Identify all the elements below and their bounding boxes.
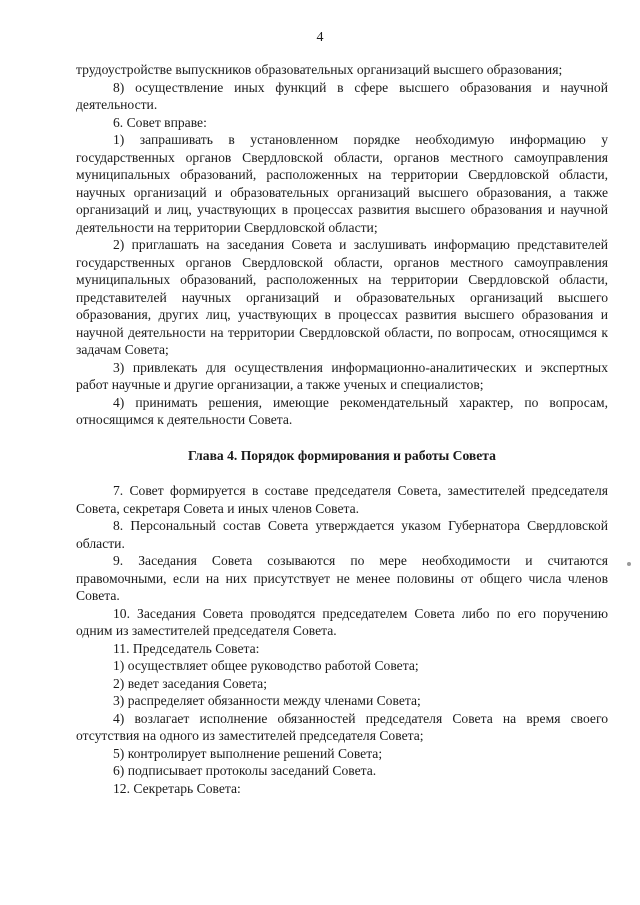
paragraph: 1) осуществляет общее руководство работой Совета; [113, 658, 419, 673]
paragraph: 7. Совет формируется в составе председателя Совета, заместителей председателя Совета, секретаря Совета и иных членов Совета. [76, 483, 608, 516]
paragraph: 6) подписывает протоколы заседаний Совета. [113, 763, 377, 778]
paragraph: 2) ведет заседания Совета; [113, 675, 267, 691]
section-council-rights [76, 61, 608, 429]
paragraph: 1) запрашивать в установленном порядке необходимую информацию у государственных органов Свердловской области, органов местного самоуправления муниципальных образований, расположенных на территории Свердловской области, научных организаций и образовательных организаций высшего образования, а также организаций и лиц, участвующих в процессах развития высшего образования и научной деятельности на территории Свердловской области; [76, 132, 608, 235]
page-number: 4 [316, 30, 324, 45]
paragraph: 2) приглашать на заседания Совета и заслушивать информацию представителей государственных органов Свердловской области, органов местного самоуправления муниципальных образований, расположенных на территории Свердловской области, представителей научных организаций и образовательных организаций высшего образования, других лиц, участвующих в процессах развития высшего образования и научной деятельности на территории Свердловской области, по вопросам, относящимся к задачам Совета; [76, 237, 608, 357]
paragraph: 6. Совет вправе: [113, 114, 207, 130]
paragraph: 12. Секретарь Совета: [113, 780, 241, 796]
paragraph: трудоустройстве выпускников образовательных организаций высшего образования; [76, 62, 563, 77]
paragraph: 9. Заседания Совета созываются по мере необходимости и считаются правомочными, если на них присутствует не менее половины от общего числа членов Совета. [76, 553, 608, 603]
document-body [76, 61, 608, 797]
paragraph: 4) принимать решения, имеющие рекомендательный характер, по вопросам, относящимся к деятельности Совета. [76, 394, 608, 427]
chapter-heading: Глава 4. Порядок формирования и работы Совета [188, 447, 496, 463]
paragraph: 3) распределяет обязанности между членами Совета; [113, 693, 421, 708]
paragraph: 5) контролирует выполнение решений Совета; [113, 745, 383, 761]
paragraph: 10. Заседания Совета проводятся председателем Совета либо по его поручению одним из заместителей председателя Совета. [76, 605, 608, 638]
paragraph: 8. Персональный состав Совета утверждается указом Губернатора Свердловской области. [76, 518, 608, 551]
paragraph: 3) привлекать для осуществления информационно-аналитических и экспертных работ научные и другие организации, а также ученых и специалистов; [76, 359, 608, 392]
paragraph: 11. Председатель Совета: [113, 640, 260, 656]
paragraph: 8) осуществление иных функций в сфере высшего образования и научной деятельности. [76, 79, 608, 112]
section-council-procedure [76, 482, 608, 797]
margin-dot [627, 562, 631, 566]
paragraph: 4) возлагает исполнение обязанностей председателя Совета на время своего отсутствия на одного из заместителей председателя Совета; [76, 710, 608, 743]
